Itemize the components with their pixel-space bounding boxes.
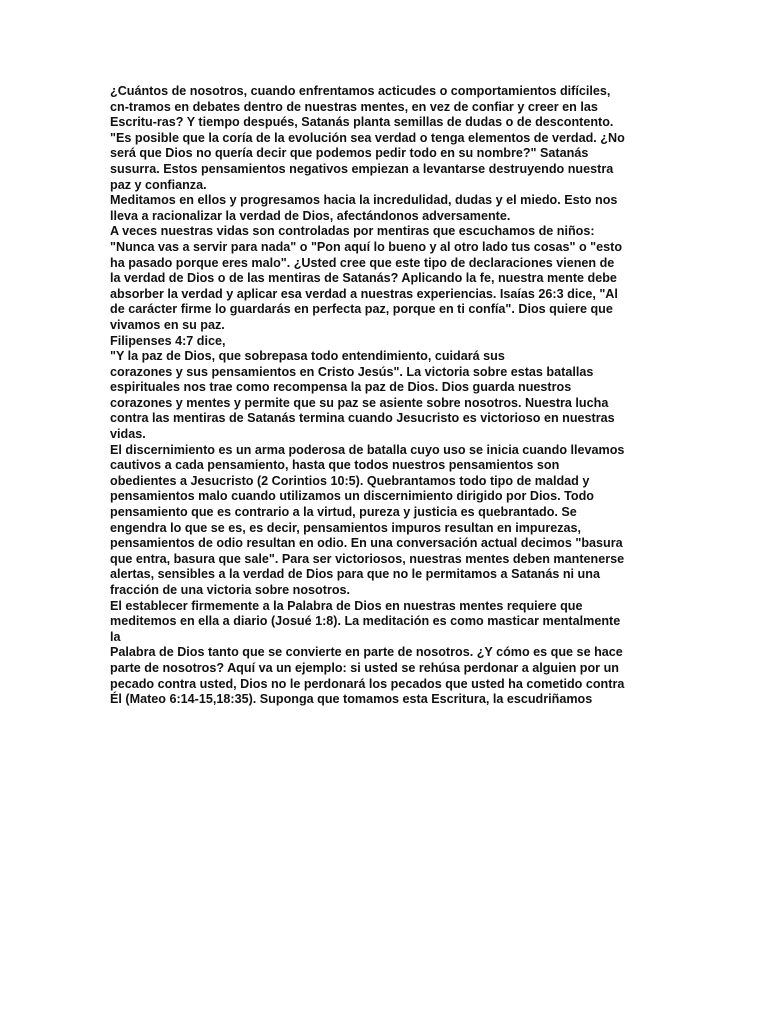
text-line: meditemos en ella a diario (Josué 1:8). La meditación es como masticar mentalmente <box>110 614 621 629</box>
text-line: fracción de una victoria sobre nosotros. <box>110 583 351 597</box>
text-line: pensamiento que es contrario a la virtud, pureza y justicia es quebrantado. Se <box>110 505 577 520</box>
text-line: Él (Mateo 6:14-15,18:35). Suponga que tomamos esta Escritura, la escudriñamos <box>110 692 593 707</box>
text-line: la verdad de Dios o de las mentiras de Satanás? Aplicando la fe, nuestra mente debe <box>110 271 617 286</box>
text-line: lleva a racionalizar la verdad de Dios, afectándonos adversamente. <box>110 208 511 223</box>
text-line: la <box>110 629 121 644</box>
text-line: ¿Cuántos de nosotros, cuando enfrentamos acticudes o comportamientos difíciles, <box>110 84 611 98</box>
text-line: El establecer firmemente a la Palabra de Dios en nuestras mentes requiere que <box>110 598 583 613</box>
text-line: parte de nosotros? Aquí va un ejemplo: si usted se rehúsa perdonar a alguien por un <box>110 660 619 675</box>
text-line: obedientes a Jesucristo (2 Corintios 10:5). Quebrantamos todo tipo de maldad y <box>110 473 590 488</box>
text-line: absorber la verdad y aplicar esa verdad a nuestras experiencias. Isaías 26:3 dice, "Al <box>110 286 618 301</box>
text-line: será que Dios no quería decir que podemos pedir todo en su nombre?" Satanás <box>110 146 589 161</box>
text-line: cn-tramos en debates dentro de nuestras mentes, en vez de confiar y creer en las <box>110 99 598 114</box>
document-body-text <box>110 84 670 708</box>
text-line: corazones y mentes y permite que su paz se asiente sobre nosotros. Nuestra lucha <box>110 395 609 410</box>
text-line: alertas, sensibles a la verdad de Dios para que no le permitamos a Satanás ni una <box>110 567 600 582</box>
text-line: "Nunca vas a servir para nada" o "Pon aquí lo bueno y al otro lado tus cosas" o "esto <box>110 239 623 254</box>
text-line: Meditamos en ellos y progresamos hacia la incredulidad, dudas y el miedo. Esto nos <box>110 193 618 208</box>
text-line: pensamientos malo cuando utilizamos un discernimiento dirigido por Dios. Todo <box>110 489 594 504</box>
text-line: cautivos a cada pensamiento, hasta que todos nuestros pensamientos son <box>110 458 560 473</box>
text-line: engendra lo que se es, es decir, pensamientos impuros resultan en impurezas, <box>110 520 582 535</box>
text-line: que entra, basura que sale". Para ser victoriosos, nuestras mentes deben mantenerse <box>110 551 625 566</box>
text-line: paz y confianza. <box>110 177 207 192</box>
text-line: pensamientos de odio resultan en odio. En una conversación actual decimos "basura <box>110 536 623 551</box>
text-line: de carácter firme lo guardarás en perfecta paz, porque en ti confía". Dios quiere que <box>110 302 613 317</box>
text-line: A veces nuestras vidas son controladas por mentiras que escuchamos de niños: <box>110 224 595 239</box>
text-line: "Y la paz de Dios, que sobrepasa todo entendimiento, cuidará sus <box>110 349 505 364</box>
text-line: pecado contra usted, Dios no le perdonará los pecados que usted ha cometido contra <box>110 676 625 691</box>
text-line: Escritu-ras? Y tiempo después, Satanás planta semillas de dudas o de descontento. <box>110 115 614 130</box>
text-line: vidas. <box>110 427 146 442</box>
text-line: contra las mentiras de Satanás termina cuando Jesucristo es victorioso en nuestras <box>110 411 615 426</box>
text-line: susurra. Estos pensamientos negativos empiezan a levantarse destruyendo nuestra <box>110 161 614 176</box>
text-line: Filipenses 4:7 dice, <box>110 333 226 348</box>
text-line: ha pasado porque eres malo". ¿Usted cree que este tipo de declaraciones vienen de <box>110 255 615 270</box>
text-line: Palabra de Dios tanto que se convierte en parte de nosotros. ¿Y cómo es que se hace <box>110 645 623 660</box>
text-line: vivamos en su paz. <box>110 317 225 332</box>
text-line: "Es posible que la coría de la evolución sea verdad o tenga elementos de verdad. ¿No <box>110 130 625 145</box>
text-line: El discernimiento es un arma poderosa de batalla cuyo uso se inicia cuando llevamos <box>110 442 625 457</box>
text-line: corazones y sus pensamientos en Cristo Jesús". La victoria sobre estas batallas <box>110 364 594 379</box>
text-line: espirituales nos trae como recompensa la paz de Dios. Dios guarda nuestros <box>110 380 572 395</box>
